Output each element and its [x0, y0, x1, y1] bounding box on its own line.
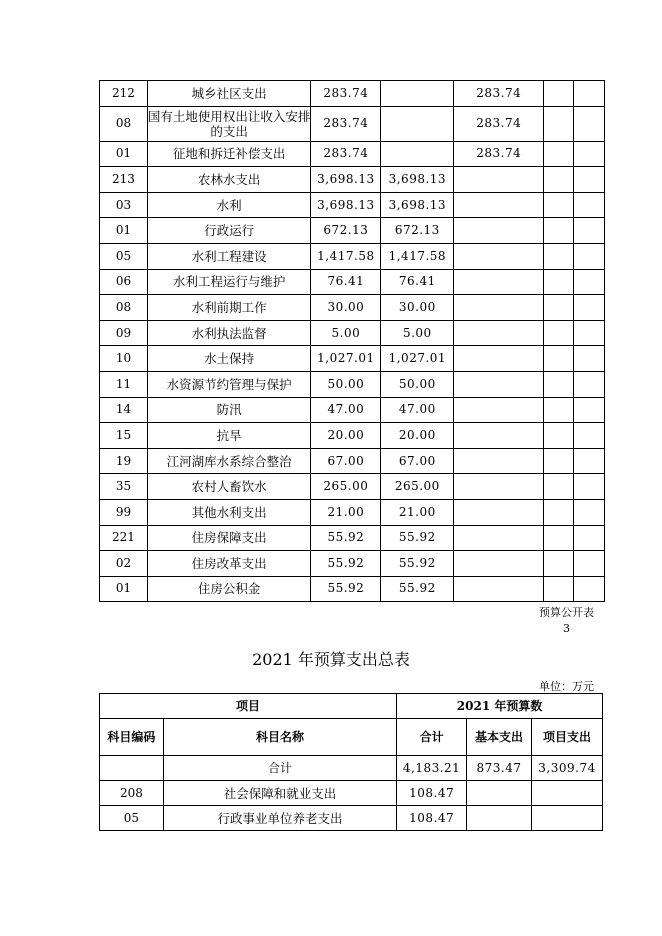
row-name: 江河湖库水系综合整治: [147, 448, 311, 474]
total-basic: 873.47: [467, 756, 532, 781]
row-total: 672.13: [311, 218, 381, 244]
row-col6: [544, 499, 574, 525]
table-row: [100, 525, 605, 551]
table-row: [100, 806, 603, 831]
row-name: 水利执法监督: [147, 320, 311, 346]
row-total: 108.47: [397, 781, 467, 806]
row-col6: [544, 576, 574, 602]
row-col7: [574, 423, 605, 449]
row-total: 67.00: [311, 448, 381, 474]
row-code: 05: [100, 243, 148, 269]
row-code: 221: [100, 525, 148, 551]
row-project: [454, 320, 544, 346]
row-name: 社会保障和就业支出: [163, 781, 396, 806]
row-project: [454, 474, 544, 500]
row-basic: 47.00: [381, 397, 454, 423]
row-total: 1,027.01: [311, 346, 381, 372]
row-basic: 55.92: [381, 551, 454, 577]
row-total: 3,698.13: [311, 167, 381, 193]
row-total: 283.74: [311, 106, 381, 141]
row-name: 水资源节约管理与保护: [147, 371, 311, 397]
budget-summary-table: [99, 693, 603, 831]
row-basic: 1,417.58: [381, 243, 454, 269]
table-row: [100, 576, 605, 602]
row-basic: 672.13: [381, 218, 454, 244]
row-project: [454, 499, 544, 525]
row-project: [454, 397, 544, 423]
row-code: 01: [100, 576, 148, 602]
row-name: 水土保持: [147, 346, 311, 372]
row-col7: [574, 141, 605, 167]
row-name: 农村人畜饮水: [147, 474, 311, 500]
col-header-project: 项目支出: [532, 719, 603, 756]
row-total: 55.92: [311, 525, 381, 551]
row-code: 35: [100, 474, 148, 500]
row-project: [454, 192, 544, 218]
row-name: 住房公积金: [147, 576, 311, 602]
row-col6: [544, 397, 574, 423]
budget-detail-table: [99, 80, 605, 602]
col-header-code: 科目编码: [100, 719, 164, 756]
row-col7: [574, 106, 605, 141]
row-code: 213: [100, 167, 148, 193]
row-basic: 50.00: [381, 371, 454, 397]
row-total: 55.92: [311, 576, 381, 602]
table-row: [100, 448, 605, 474]
row-total: 47.00: [311, 397, 381, 423]
row-name: 行政事业单位养老支出: [163, 806, 396, 831]
row-name: 征地和拆迁补偿支出: [147, 141, 311, 167]
row-col6: [544, 218, 574, 244]
row-col6: [544, 320, 574, 346]
table-row: [100, 81, 605, 107]
table-row: [100, 320, 605, 346]
col-header-total: 合计: [397, 719, 467, 756]
row-code: 08: [100, 106, 148, 141]
row-code: 09: [100, 320, 148, 346]
row-col7: [574, 81, 605, 107]
row-total: 1,417.58: [311, 243, 381, 269]
row-code: 02: [100, 551, 148, 577]
total-project: 3,309.74: [532, 756, 603, 781]
unit-label: 单位：万元: [539, 680, 594, 693]
row-name: 农林水支出: [147, 167, 311, 193]
row-col7: [574, 371, 605, 397]
row-basic: 20.00: [381, 423, 454, 449]
row-project: [454, 346, 544, 372]
row-col6: [544, 295, 574, 321]
row-basic: [467, 806, 532, 831]
page-number: 3: [563, 622, 570, 635]
row-col6: [544, 423, 574, 449]
row-code: 19: [100, 448, 148, 474]
row-project: [454, 423, 544, 449]
row-col7: [574, 218, 605, 244]
row-basic: 1,027.01: [381, 346, 454, 372]
row-name: 其他水利支出: [147, 499, 311, 525]
row-project: [454, 295, 544, 321]
row-total: 76.41: [311, 269, 381, 295]
row-name: 水利: [147, 192, 311, 218]
table-row: [100, 192, 605, 218]
table-note-label: 预算公开表: [539, 606, 594, 619]
row-name: 抗旱: [147, 423, 311, 449]
row-name: 水利前期工作: [147, 295, 311, 321]
row-name: 防汛: [147, 397, 311, 423]
row-basic: 265.00: [381, 474, 454, 500]
row-col7: [574, 448, 605, 474]
table-row: [100, 371, 605, 397]
row-code: 10: [100, 346, 148, 372]
row-project: [454, 167, 544, 193]
row-col7: [574, 243, 605, 269]
row-name: 城乡社区支出: [147, 81, 311, 107]
row-code: 15: [100, 423, 148, 449]
header-budget: 2021 年预算数: [397, 694, 603, 719]
table-row: [100, 218, 605, 244]
row-total: 265.00: [311, 474, 381, 500]
row-col7: [574, 320, 605, 346]
row-code: 11: [100, 371, 148, 397]
row-project: [454, 551, 544, 577]
table-row: [100, 423, 605, 449]
row-total: 21.00: [311, 499, 381, 525]
row-name: 住房保障支出: [147, 525, 311, 551]
row-basic: 55.92: [381, 525, 454, 551]
row-basic: 3,698.13: [381, 167, 454, 193]
row-code: 08: [100, 295, 148, 321]
row-total: 30.00: [311, 295, 381, 321]
row-code: 01: [100, 218, 148, 244]
row-project: [532, 806, 603, 831]
row-project: [454, 218, 544, 244]
table-row: [100, 397, 605, 423]
row-col6: [544, 346, 574, 372]
page-title: 2021 年预算支出总表: [252, 650, 410, 669]
table-row: [100, 295, 605, 321]
row-col6: [544, 474, 574, 500]
row-basic: [381, 81, 454, 107]
row-name: 行政运行: [147, 218, 311, 244]
row-basic: 67.00: [381, 448, 454, 474]
row-project: 283.74: [454, 106, 544, 141]
row-code: 14: [100, 397, 148, 423]
row-col7: [574, 192, 605, 218]
row-basic: 30.00: [381, 295, 454, 321]
col-header-name: 科目名称: [163, 719, 396, 756]
row-basic: 21.00: [381, 499, 454, 525]
row-total: 3,698.13: [311, 192, 381, 218]
row-project: [454, 371, 544, 397]
row-col7: [574, 167, 605, 193]
row-basic: [381, 106, 454, 141]
row-basic: 76.41: [381, 269, 454, 295]
row-col7: [574, 551, 605, 577]
row-col7: [574, 346, 605, 372]
row-code: 99: [100, 499, 148, 525]
row-col6: [544, 106, 574, 141]
total-code: [100, 756, 164, 781]
row-col6: [544, 192, 574, 218]
row-basic: 5.00: [381, 320, 454, 346]
row-project: [454, 269, 544, 295]
row-col6: [544, 167, 574, 193]
row-code: 03: [100, 192, 148, 218]
table-row: [100, 346, 605, 372]
row-name: 水利工程建设: [147, 243, 311, 269]
table-row: [100, 167, 605, 193]
header-item: 项目: [100, 694, 397, 719]
row-col7: [574, 269, 605, 295]
row-name: 水利工程运行与维护: [147, 269, 311, 295]
row-col6: [544, 551, 574, 577]
row-col7: [574, 397, 605, 423]
total-row: [100, 756, 603, 781]
row-col7: [574, 525, 605, 551]
table-row: [100, 551, 605, 577]
table-row: [100, 781, 603, 806]
row-project: [454, 576, 544, 602]
row-name: 国有土地使用权出让收入安排的支出: [147, 106, 311, 141]
row-total: 50.00: [311, 371, 381, 397]
row-code: 05: [100, 806, 164, 831]
row-col6: [544, 269, 574, 295]
row-total: 108.47: [397, 806, 467, 831]
row-col6: [544, 243, 574, 269]
row-project: 283.74: [454, 81, 544, 107]
row-name: 住房改革支出: [147, 551, 311, 577]
row-basic: 3,698.13: [381, 192, 454, 218]
row-total: 5.00: [311, 320, 381, 346]
col-header-basic: 基本支出: [467, 719, 532, 756]
table-row: [100, 141, 605, 167]
row-code: 208: [100, 781, 164, 806]
row-col6: [544, 371, 574, 397]
table-row: [100, 269, 605, 295]
table-row: [100, 243, 605, 269]
row-col6: [544, 448, 574, 474]
row-col7: [574, 576, 605, 602]
row-project: [454, 243, 544, 269]
row-code: 06: [100, 269, 148, 295]
row-code: 212: [100, 81, 148, 107]
row-total: 283.74: [311, 81, 381, 107]
total-total: 4,183.21: [397, 756, 467, 781]
row-basic: 55.92: [381, 576, 454, 602]
row-project: [532, 781, 603, 806]
row-code: 01: [100, 141, 148, 167]
row-total: 283.74: [311, 141, 381, 167]
row-project: [454, 525, 544, 551]
table-row: [100, 499, 605, 525]
row-basic: [467, 781, 532, 806]
row-col6: [544, 81, 574, 107]
row-project: 283.74: [454, 141, 544, 167]
total-name: 合计: [163, 756, 396, 781]
row-total: 55.92: [311, 551, 381, 577]
row-col7: [574, 499, 605, 525]
row-project: [454, 448, 544, 474]
row-col7: [574, 295, 605, 321]
table-row: [100, 474, 605, 500]
row-col7: [574, 474, 605, 500]
row-col6: [544, 525, 574, 551]
row-basic: [381, 141, 454, 167]
row-col6: [544, 141, 574, 167]
table-row: [100, 106, 605, 141]
row-total: 20.00: [311, 423, 381, 449]
